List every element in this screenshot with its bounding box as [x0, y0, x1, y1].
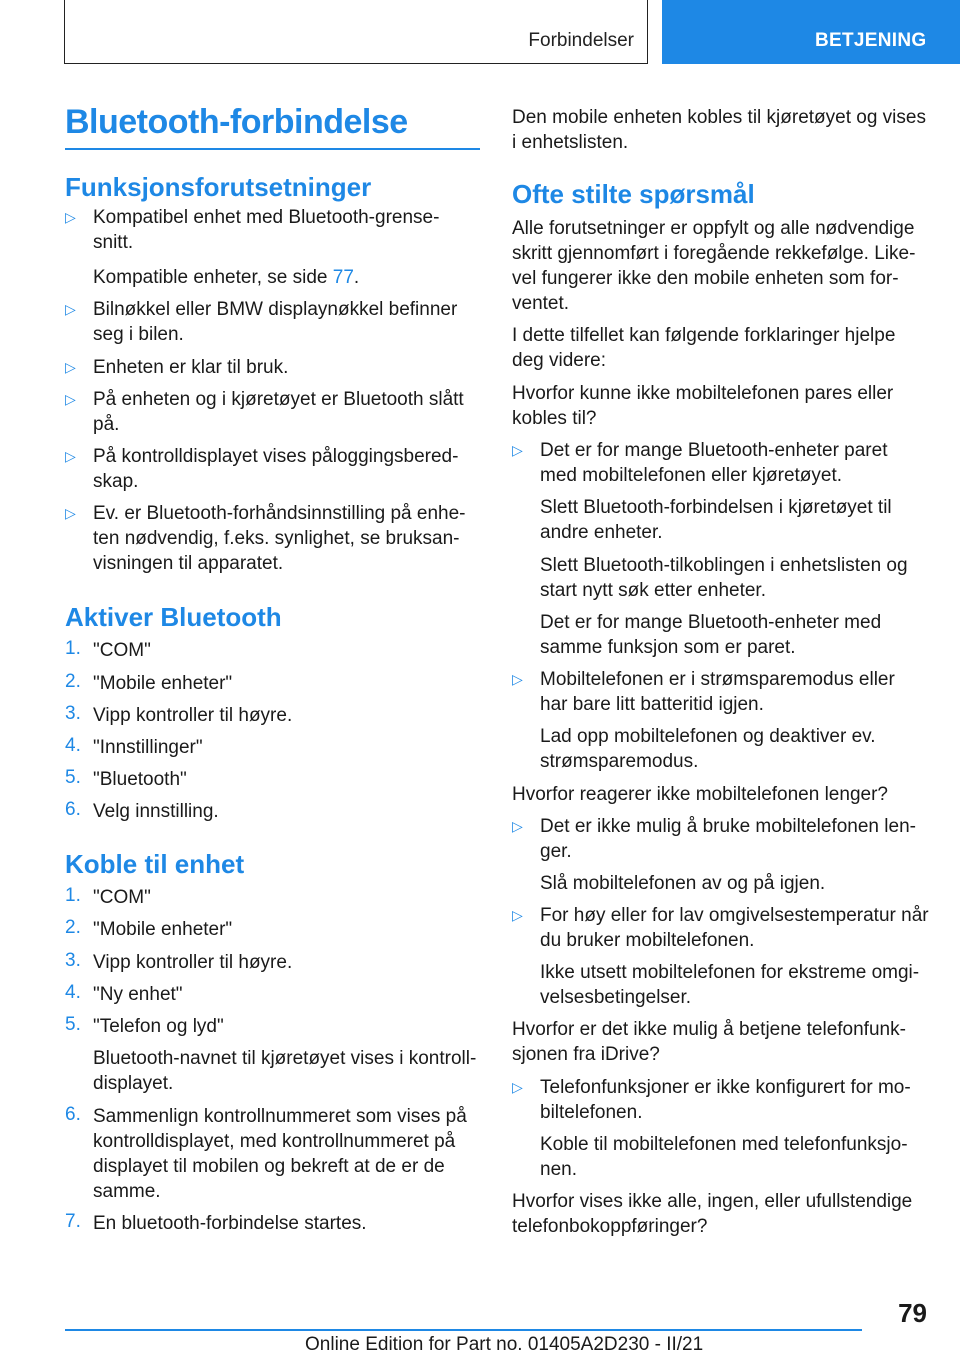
footer-edition — [305, 1334, 703, 1356]
requirement-item: På enheten og i kjøretøyet er Bluetooth slått — [93, 389, 464, 410]
step-number: 6. — [65, 799, 81, 820]
faq-solution: Slett Bluetooth-tilkoblingen i enhetslisten og — [540, 555, 908, 576]
section-title: Forbindelser — [528, 30, 634, 51]
requirement-item: På kontrolldisplayet vises påloggingsbered- — [93, 446, 459, 467]
faq-question: Hvorfor kunne ikke mobiltelefonen pares eller — [512, 383, 894, 404]
faq-cause: biltelefonen. — [540, 1102, 643, 1123]
faq-solution: start nytt søk etter enheter. — [540, 580, 766, 601]
intro-text: Den mobile enheten kobles til kjøretøyet og vises — [512, 107, 926, 128]
step-number: 1. — [65, 638, 81, 659]
intro-text: i enhetslisten. — [512, 132, 629, 153]
requirement-item: Bilnøkkel eller BMW displaynøkkel befinner — [93, 299, 458, 320]
requirement-item: på. — [93, 414, 120, 435]
faq-solution: Slå mobiltelefonen av og på igjen. — [540, 873, 826, 894]
bullet-triangle-icon: ▷ — [65, 209, 76, 225]
faq-cause: Telefonfunksjoner er ikke konfigurert for mo- — [540, 1077, 911, 1098]
step-number: 6. — [65, 1104, 81, 1125]
faq-solution: Lad opp mobiltelefonen og deaktiver ev. — [540, 726, 876, 747]
connect-step: kontrolldisplayet, med kontrollnummeret på — [93, 1131, 456, 1152]
faq-solution: nen. — [540, 1159, 577, 1180]
requirements-heading: Funksjonsforutsetninger — [65, 172, 372, 202]
faq-cause: med mobiltelefonen eller kjøretøyet. — [540, 465, 843, 486]
activate-step: "Innstillinger" — [93, 737, 203, 758]
connect-step-note: Bluetooth-navnet til kjøretøyet vises i kontroll- — [93, 1048, 477, 1069]
activate-bluetooth-heading: Aktiver Bluetooth — [65, 602, 282, 632]
step-number: 7. — [65, 1211, 81, 1232]
edition-text: Online Edition for Part no. 01405A2D230 - II/21 — [305, 1334, 704, 1355]
faq-intro: ventet. — [512, 293, 570, 314]
bullet-triangle-icon: ▷ — [512, 1079, 523, 1095]
bullet-triangle-icon: ▷ — [65, 359, 76, 375]
faq-solution: Koble til mobiltelefonen med telefonfunksjo- — [540, 1134, 908, 1155]
activate-step: Velg innstilling. — [93, 801, 219, 822]
faq-question: Hvorfor vises ikke alle, ingen, eller ufullstendige — [512, 1191, 913, 1212]
chapter-tab-label: BETJENING — [815, 30, 927, 51]
requirement-item: ten nødvendig, f.eks. synlighet, se bruksan- — [93, 528, 460, 549]
connect-step: Sammenlign kontrollnummeret som vises på — [93, 1106, 467, 1127]
faq-question: Hvorfor reagerer ikke mobiltelefonen lenger? — [512, 784, 888, 805]
activate-step: "Bluetooth" — [93, 769, 187, 790]
requirement-item: Ev. er Bluetooth-forhåndsinnstilling på enhe- — [93, 503, 466, 524]
requirement-item: visningen til apparatet. — [93, 553, 284, 574]
bullet-triangle-icon: ▷ — [65, 505, 76, 521]
requirement-item: seg i bilen. — [93, 324, 184, 345]
faq-intro-2: I dette tilfellet kan følgende forklaringer hjelpe — [512, 325, 896, 346]
faq-intro-2: deg videre: — [512, 350, 607, 371]
bullet-triangle-icon: ▷ — [512, 818, 523, 834]
faq-solution: velsesbetingelser. — [540, 987, 692, 1008]
step-number: 4. — [65, 735, 81, 756]
faq-cause: Mobiltelefonen er i strømsparemodus eller — [540, 669, 895, 690]
bullet-triangle-icon: ▷ — [512, 671, 523, 687]
activate-step: "COM" — [93, 640, 151, 661]
faq-solution: Slett Bluetooth-forbindelsen i kjøretøyet til — [540, 497, 892, 518]
faq-cause: du bruker mobiltelefonen. — [540, 930, 755, 951]
activate-step: Vipp kontroller til høyre. — [93, 705, 293, 726]
connect-step: samme. — [93, 1181, 161, 1202]
step-number: 2. — [65, 671, 81, 692]
connect-device-heading: Koble til enhet — [65, 849, 245, 879]
bullet-triangle-icon: ▷ — [65, 448, 76, 464]
faq-heading: Ofte stilte spørsmål — [512, 179, 755, 209]
activate-step: "Mobile enheter" — [93, 673, 233, 694]
footer-rule — [65, 1329, 862, 1331]
faq-intro: Alle forutsetninger er oppfylt og alle nødvendige — [512, 218, 915, 239]
connect-step: Vipp kontroller til høyre. — [93, 952, 293, 973]
faq-cause: har bare litt batteritid igjen. — [540, 694, 764, 715]
bullet-triangle-icon: ▷ — [512, 442, 523, 458]
connect-step: "COM" — [93, 887, 151, 908]
connect-step: displayet til mobilen og bekreft at de er de — [93, 1156, 445, 1177]
faq-solution: strømsparemodus. — [540, 751, 699, 772]
note-text: Kompatible enheter, se side — [93, 267, 333, 288]
connect-step: "Telefon og lyd" — [93, 1016, 224, 1037]
faq-solution: andre enheter. — [540, 522, 663, 543]
note-suffix: . — [353, 267, 360, 288]
chapter-tab — [662, 0, 960, 64]
faq-cause: Det er ikke mulig å bruke mobiltelefonen len- — [540, 816, 916, 837]
step-number: 2. — [65, 917, 81, 938]
faq-intro: vel fungerer ikke den mobile enheten som for- — [512, 268, 899, 289]
faq-intro: skritt gjennomført i foregående rekkefølge. Like- — [512, 243, 916, 264]
step-number: 3. — [65, 703, 81, 724]
step-number: 5. — [65, 767, 81, 788]
faq-question: telefonbokoppføringer? — [512, 1216, 708, 1237]
page-title: Bluetooth-forbindelse — [65, 103, 408, 141]
title-rule — [65, 148, 480, 150]
compatible-devices-note — [93, 265, 359, 290]
requirement-item: skap. — [93, 471, 139, 492]
requirement-item: snitt. — [93, 232, 134, 253]
step-number: 3. — [65, 950, 81, 971]
faq-question: sjonen fra iDrive? — [512, 1044, 660, 1065]
faq-solution: Det er for mange Bluetooth-enheter med — [540, 612, 882, 633]
step-number: 1. — [65, 885, 81, 906]
connect-step-note: displayet. — [93, 1073, 174, 1094]
requirement-item: Kompatibel enhet med Bluetooth-grense- — [93, 207, 440, 228]
faq-question: Hvorfor er det ikke mulig å betjene telefonfunk- — [512, 1019, 906, 1040]
page-reference-link[interactable]: 77 — [332, 267, 354, 288]
connect-step: "Ny enhet" — [93, 984, 183, 1005]
requirement-item: Enheten er klar til bruk. — [93, 357, 289, 378]
faq-solution: samme funksjon som er paret. — [540, 637, 796, 658]
step-number: 4. — [65, 982, 81, 1003]
faq-question: kobles til? — [512, 408, 597, 429]
bullet-triangle-icon: ▷ — [65, 301, 76, 317]
faq-solution: Ikke utsett mobiltelefonen for ekstreme omgi- — [540, 962, 920, 983]
bullet-triangle-icon: ▷ — [512, 907, 523, 923]
faq-cause: ger. — [540, 841, 572, 862]
bullet-triangle-icon: ▷ — [65, 391, 76, 407]
page-number: 79 — [898, 1298, 927, 1328]
connect-step: "Mobile enheter" — [93, 919, 233, 940]
faq-cause: For høy eller for lav omgivelsestemperatur når — [540, 905, 929, 926]
step-number: 5. — [65, 1014, 81, 1035]
faq-cause: Det er for mange Bluetooth-enheter paret — [540, 440, 888, 461]
connect-step: En bluetooth-forbindelse startes. — [93, 1213, 367, 1234]
